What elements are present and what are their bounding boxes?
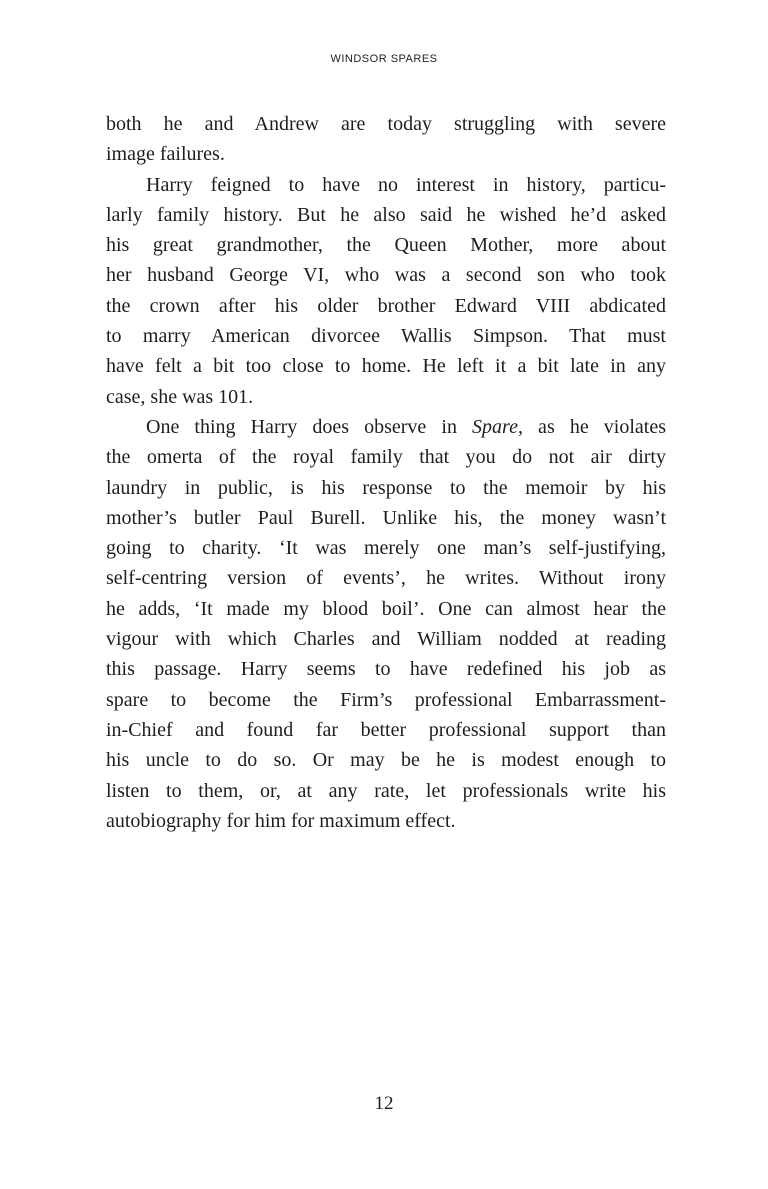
text-line — [106, 412, 666, 442]
text-line: his great grandmother, the Queen Mother, more about — [106, 234, 666, 257]
text-segment: , as he violates — [517, 415, 666, 438]
running-header: WINDSOR SPARES — [330, 53, 438, 65]
text-line: self-centring version of events’, he writes. Without irony — [106, 567, 666, 590]
text-line: to marry American divorcee Wallis Simpson. That must — [106, 325, 666, 348]
text-line: spare to become the Firm’s professional Embarrassment- — [106, 688, 666, 711]
book-title-italic: Spare — [472, 415, 518, 438]
text-line: case, she was 101. — [106, 385, 254, 408]
text-line: this passage. Harry seems to have redefined his job as — [106, 658, 666, 681]
text-line: image failures. — [106, 143, 225, 166]
text-line: Harry feigned to have no interest in history, particu- — [146, 173, 666, 196]
text-line: vigour with which Charles and William nodded at reading — [106, 628, 666, 651]
text-line: her husband George VI, who was a second son who took — [106, 264, 666, 287]
text-line: going to charity. ‘It was merely one man’s self-justifying, — [106, 537, 666, 560]
text-line: mother’s butler Paul Burell. Unlike his, the money wasn’t — [106, 506, 666, 529]
text-segment: One thing Harry does observe in — [146, 415, 473, 438]
text-line: the omerta of the royal family that you do not air dirty — [106, 446, 666, 469]
text-line: both he and Andrew are today struggling with severe — [106, 113, 666, 135]
text-line: listen to them, or, at any rate, let professionals write his — [106, 779, 666, 802]
text-line: in-Chief and found far better professional support than — [106, 718, 666, 741]
text-line: have felt a bit too close to home. He left it a bit late in any — [106, 355, 666, 378]
text-line: laundry in public, is his response to the memoir by his — [106, 476, 666, 499]
body-text — [106, 109, 666, 836]
text-line: the crown after his older brother Edward VIII abdicated — [106, 294, 666, 317]
text-line: larly family history. But he also said he wished he’d asked — [106, 203, 666, 226]
text-line: his uncle to do so. Or may be he is modest enough to — [106, 749, 666, 772]
text-line: autobiography for him for maximum effect. — [106, 809, 456, 832]
page-number: 12 — [374, 1093, 394, 1114]
text-line: he adds, ‘It made my blood boil’. One can almost hear the — [106, 597, 666, 620]
